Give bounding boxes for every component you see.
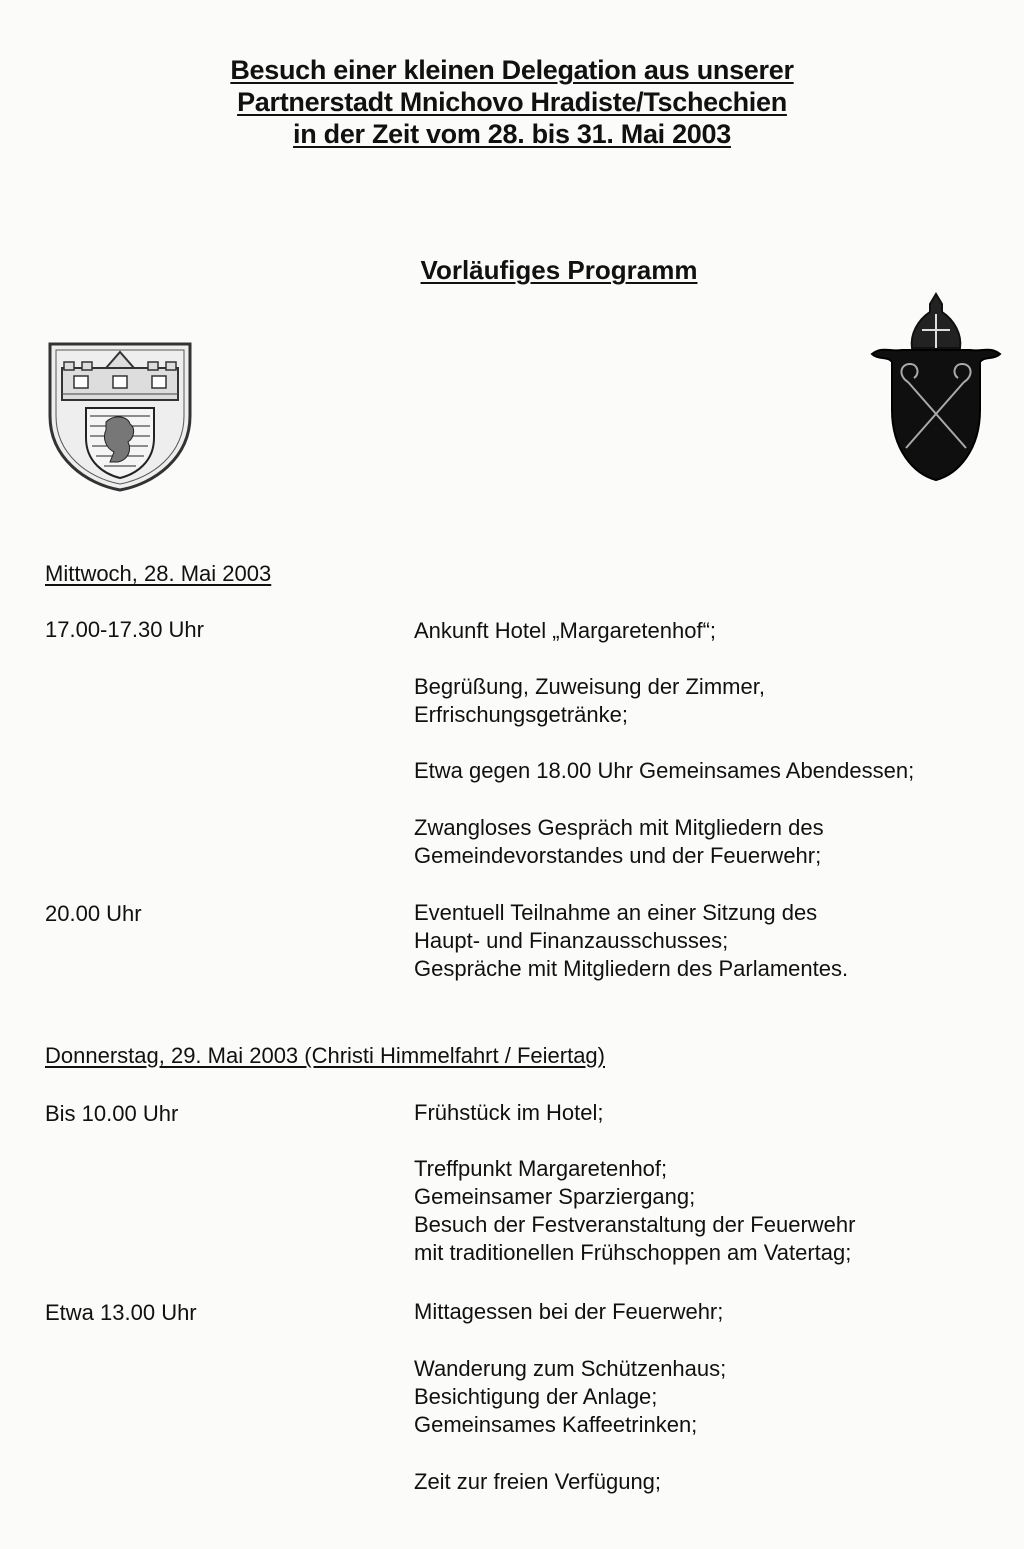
program-entry xyxy=(414,1468,1014,1496)
program-entry xyxy=(414,1355,1014,1439)
entry-line: Mittagessen bei der Feuerwehr; xyxy=(414,1299,724,1324)
title-line: Besuch einer kleinen Delegation aus unserer xyxy=(230,55,794,85)
coat-of-arms-crossed-croziers-icon xyxy=(862,290,1010,484)
coat-of-arms-castle-lion-icon xyxy=(44,338,196,494)
entry-line: Zeit zur freien Verfügung; xyxy=(414,1469,662,1494)
entry-line: mit traditionellen Frühschoppen am Vatertag; xyxy=(414,1240,852,1265)
time-label: 17.00-17.30 Uhr xyxy=(45,617,204,642)
entry-line: Begrüßung, Zuweisung der Zimmer, xyxy=(414,674,765,699)
title-line: in der Zeit vom 28. bis 31. Mai 2003 xyxy=(293,119,731,149)
time-label: Etwa 13.00 Uhr xyxy=(45,1300,197,1325)
entry-line: Gemeinsamer Sparziergang; xyxy=(414,1184,696,1209)
program-entry xyxy=(414,1099,1014,1127)
entry-line: Gemeinsames Kaffeetrinken; xyxy=(414,1412,698,1437)
program-heading: Vorläufiges Programm xyxy=(420,255,698,285)
day-heading: Donnerstag, 29. Mai 2003 (Christi Himmelfahrt / Feiertag) xyxy=(45,1043,605,1068)
entry-line: Frühstück im Hotel; xyxy=(414,1100,604,1125)
entry-line: Eventuell Teilnahme an einer Sitzung des xyxy=(414,900,818,925)
time-label: Bis 10.00 Uhr xyxy=(45,1101,179,1126)
entry-line: Erfrischungsgetränke; xyxy=(414,702,628,727)
time-label: 20.00 Uhr xyxy=(45,901,142,926)
program-entry xyxy=(414,1298,1014,1326)
entry-line: Etwa gegen 18.00 Uhr Gemeinsames Abendessen; xyxy=(414,758,915,783)
program-entry xyxy=(414,899,1014,983)
entry-line: Wanderung zum Schützenhaus; xyxy=(414,1356,727,1381)
entry-line: Besuch der Festveranstaltung der Feuerwehr xyxy=(414,1212,856,1237)
day-heading: Mittwoch, 28. Mai 2003 xyxy=(45,561,272,586)
document-title xyxy=(0,54,1024,150)
program-entry xyxy=(414,673,1014,729)
program-entry xyxy=(414,1155,1014,1267)
program-entry xyxy=(414,757,1014,785)
title-line: Partnerstadt Mnichovo Hradiste/Tschechien xyxy=(237,87,787,117)
entry-line: Treffpunkt Margaretenhof; xyxy=(414,1156,668,1181)
program-entry xyxy=(414,617,1014,645)
entry-line: Gemeindevorstandes und der Feuerwehr; xyxy=(414,843,822,868)
entry-line: Gespräche mit Mitgliedern des Parlamentes. xyxy=(414,956,849,981)
entry-line: Haupt- und Finanzausschusses; xyxy=(414,928,729,953)
entry-line: Zwangloses Gespräch mit Mitgliedern des xyxy=(414,815,824,840)
entry-line: Besichtigung der Anlage; xyxy=(414,1384,658,1409)
program-entry xyxy=(414,814,1014,870)
entry-line: Ankunft Hotel „Margaretenhof“; xyxy=(414,618,717,643)
